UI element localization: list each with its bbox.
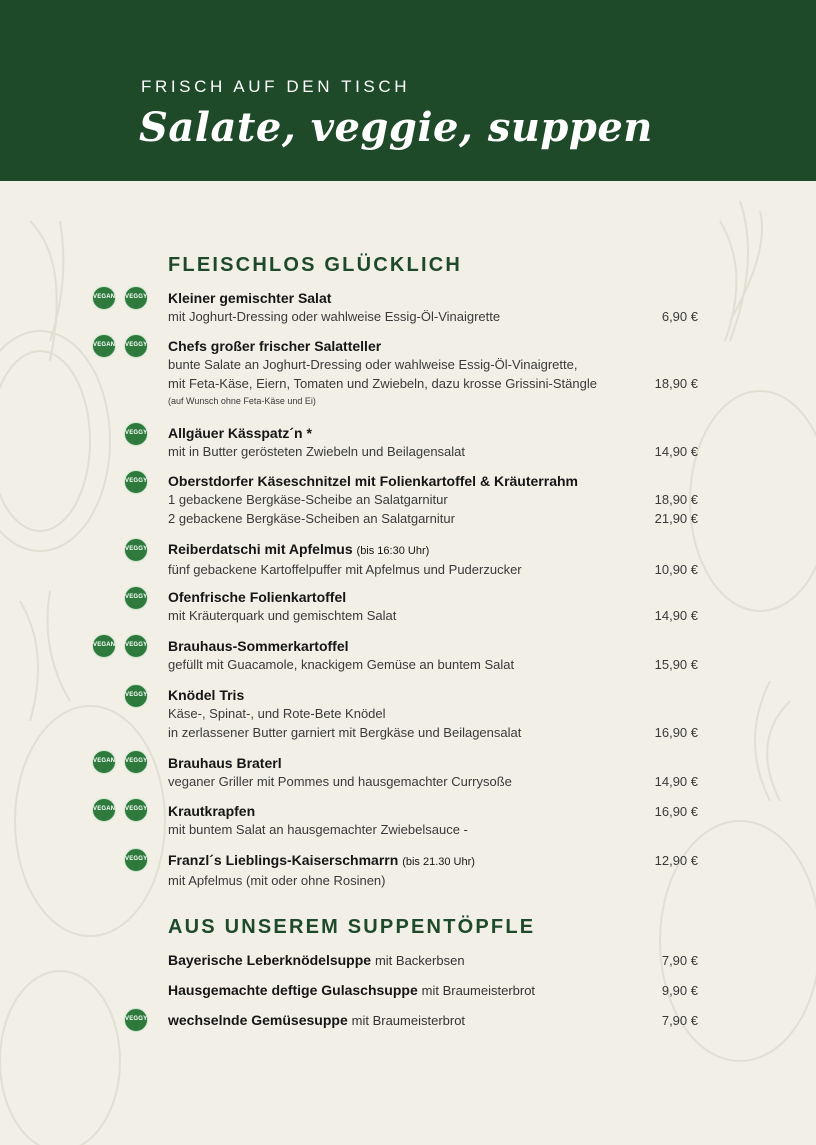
item-description: mit Kräuterquark und gemischtem Salat (168, 608, 397, 623)
item-name: Allgäuer Kässpatz´n * (168, 425, 312, 441)
item-name: Ofenfrische Folienkartoffel (168, 589, 347, 605)
item-price: 18,90 € (654, 376, 698, 391)
vegan-badge: VEGAN (92, 634, 116, 658)
item-price: 14,90 € (654, 774, 698, 789)
menu-item-kaiserschmarrn (168, 851, 698, 890)
menu-item-kaesspatzn (168, 424, 698, 461)
item-name: Franzl´s Lieblings-Kaiserschmarrn (168, 852, 399, 868)
veggy-badge: VEGGY (124, 538, 148, 562)
item-price: 14,90 € (654, 444, 698, 459)
item-name: Brauhaus Braterl (168, 755, 282, 771)
menu-item-krautkrapfen (168, 802, 698, 839)
item-name: Knödel Tris (168, 687, 245, 703)
item-description: mit Apfelmus (mit oder ohne Rosinen) (168, 873, 386, 888)
item-price: 7,90 € (661, 1013, 698, 1028)
vegan-badge: VEGAN (92, 798, 116, 822)
veggy-badge: VEGGY (124, 286, 148, 310)
veggy-badge: VEGGY (124, 586, 148, 610)
item-price: 6,90 € (661, 309, 698, 324)
item-description: gefüllt mit Guacamole, knackigem Gemüse an buntem Salat (168, 657, 515, 672)
veggy-badge: VEGGY (124, 470, 148, 494)
item-name: Chefs großer frischer Salatteller (168, 338, 382, 354)
menu-item-chefs-salatteller (168, 337, 698, 409)
header-kicker: FRISCH AUF DEN TISCH (141, 77, 411, 96)
item-name: Hausgemachte deftige Gulaschsuppe (168, 982, 418, 998)
veggy-badge: VEGGY (124, 684, 148, 708)
menu-item-braterl (168, 754, 698, 791)
item-addition: mit Braumeisterbrot (351, 1013, 466, 1028)
item-name: Bayerische Leberknödelsuppe (168, 952, 372, 968)
veggy-badge: VEGGY (124, 750, 148, 774)
page-title: Salate, veggie, suppen (139, 104, 653, 151)
item-description: bunte Salate an Joghurt-Dressing oder wahlweise Essig-Öl-Vinaigrette, (168, 357, 578, 372)
item-description: mit Feta-Käse, Eiern, Tomaten und Zwiebeln, dazu krosse Grissini-Stängle (168, 376, 597, 391)
menu-item-gulaschsuppe (168, 981, 698, 1000)
menu-item-folienkartoffel (168, 588, 698, 625)
item-name: Krautkrapfen (168, 803, 256, 819)
item-price: 16,90 € (654, 804, 698, 819)
item-price: 7,90 € (661, 953, 698, 968)
item-price: 9,90 € (661, 983, 698, 998)
item-name: Oberstdorfer Käseschnitzel mit Folienkartoffel & Kräuterrahm (168, 473, 578, 489)
item-description: 2 gebackene Bergkäse-Scheiben an Salatgarnitur (168, 511, 455, 526)
section-title-fleischlos: FLEISCHLOS GLÜCKLICH (168, 254, 462, 276)
item-description: mit buntem Salat an hausgemachter Zwiebelsauce - (168, 822, 468, 837)
veggy-badge: VEGGY (124, 798, 148, 822)
item-price: 10,90 € (654, 562, 698, 577)
item-addition: mit Braumeisterbrot (421, 983, 536, 998)
item-name: wechselnde Gemüsesuppe (168, 1012, 348, 1028)
vegan-badge: VEGAN (92, 334, 116, 358)
item-description: fünf gebackene Kartoffelpuffer mit Apfelmus und Puderzucker (168, 562, 522, 577)
item-description: veganer Griller mit Pommes und hausgemachter Currysoße (168, 774, 512, 789)
item-description: Käse-, Spinat-, und Rote-Bete Knödel (168, 706, 386, 721)
item-description: in zerlassener Butter garniert mit Bergkäse und Beilagensalat (168, 725, 522, 740)
item-time-note: (bis 21.30 Uhr) (402, 856, 475, 868)
item-name: Kleiner gemischter Salat (168, 290, 332, 306)
item-price: 15,90 € (654, 657, 698, 672)
item-price: 21,90 € (654, 511, 698, 526)
item-time-note: (bis 16:30 Uhr) (356, 545, 430, 557)
veggy-badge: VEGGY (124, 634, 148, 658)
section-title-suppen: AUS UNSEREM SUPPENTÖPFLE (168, 916, 536, 938)
item-name: Brauhaus-Sommerkartoffel (168, 638, 349, 654)
menu-item-sommerkartoffel (168, 637, 698, 674)
veggy-badge: VEGGY (124, 1008, 148, 1032)
item-name: Reiberdatschi mit Apfelmus (168, 541, 353, 557)
item-addition: mit Backerbsen (374, 953, 465, 968)
item-description: mit in Butter gerösteten Zwiebeln und Beilagensalat (168, 444, 466, 459)
item-price: 12,90 € (654, 853, 698, 868)
menu-item-kaeseschnitzel (168, 472, 698, 528)
header-banner (0, 0, 816, 181)
item-price: 16,90 € (654, 725, 698, 740)
menu-item-reiberdatschi (168, 540, 698, 579)
veggy-badge: VEGGY (124, 334, 148, 358)
item-price: 18,90 € (654, 492, 698, 507)
menu-item-kleiner-salat (168, 289, 698, 326)
veggy-badge: VEGGY (124, 422, 148, 446)
item-description: mit Joghurt-Dressing oder wahlweise Essig-Öl-Vinaigrette (168, 309, 501, 324)
item-price: 14,90 € (654, 608, 698, 623)
vegan-badge: VEGAN (92, 750, 116, 774)
menu-item-leberknoedelsuppe (168, 951, 698, 970)
item-description: 1 gebackene Bergkäse-Scheibe an Salatgarnitur (168, 492, 448, 507)
menu-item-gemuesesuppe (168, 1011, 698, 1030)
veggy-badge: VEGGY (124, 848, 148, 872)
item-note: (auf Wunsch ohne Feta-Käse und Ei) (168, 396, 316, 406)
menu-item-knoedel-tris (168, 686, 698, 742)
vegan-badge: VEGAN (92, 286, 116, 310)
